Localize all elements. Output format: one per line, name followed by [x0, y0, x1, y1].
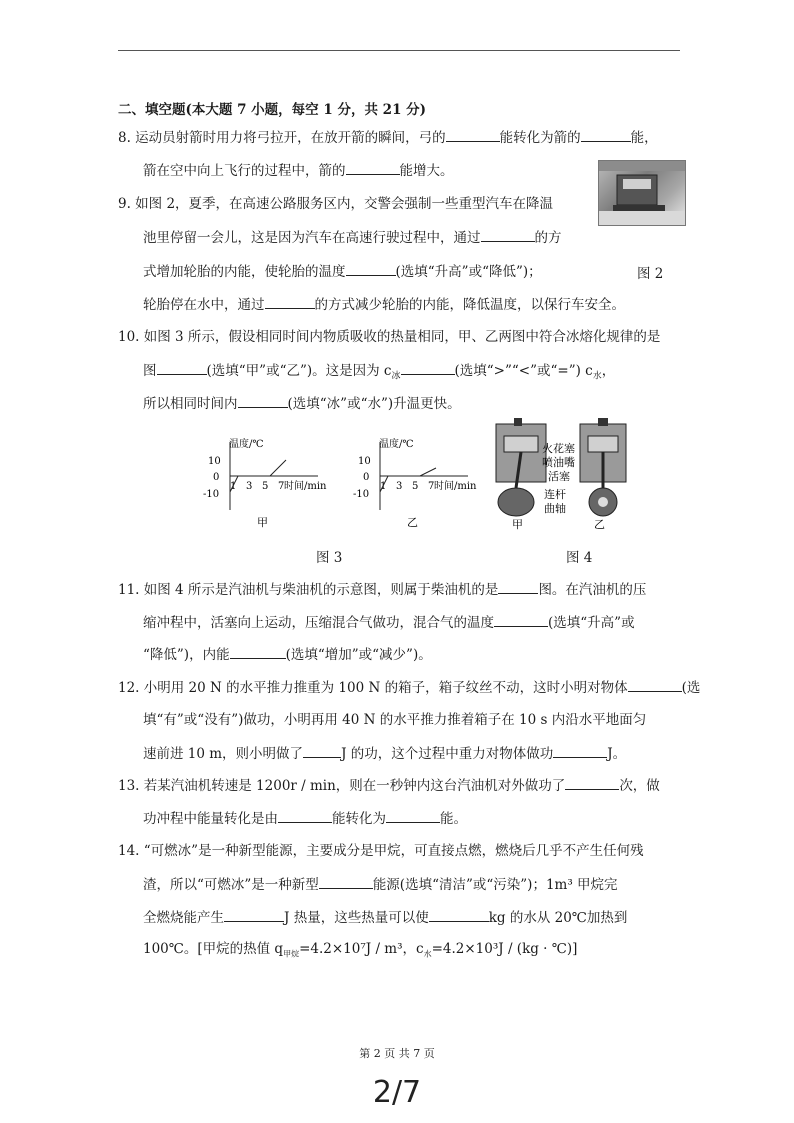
answer-blank[interactable] — [498, 580, 538, 594]
answer-blank[interactable] — [346, 262, 396, 276]
q8-text-c: 能， — [630, 130, 658, 146]
q14-text-g: =4.2×10⁷J / m³，c — [299, 941, 424, 957]
tick-label: 3 — [246, 481, 253, 492]
tick-label: 0 — [213, 472, 220, 483]
answer-blank[interactable] — [319, 875, 373, 889]
q10-text-d: ， — [601, 363, 616, 379]
q9-text-b: 的方 — [534, 230, 562, 246]
q14-text-d: J 热量，这些热量可以使 — [284, 910, 429, 926]
graph-jia — [203, 437, 327, 529]
answer-blank[interactable] — [628, 678, 682, 692]
q12-text-d: J 的功，这个过程中重力对物体做功 — [341, 746, 554, 762]
q10-text-e: 所以相同时间内 — [143, 396, 238, 412]
tick-label: -10 — [353, 489, 370, 500]
answer-blank[interactable] — [265, 295, 315, 309]
answer-blank[interactable] — [446, 128, 500, 142]
question-13-line-1 — [118, 776, 660, 795]
answer-blank[interactable] — [238, 394, 288, 408]
tick-label: 1 — [380, 481, 387, 492]
q11-text-a: 11. 如图 4 所示是汽油机与柴油机的示意图，则属于柴油机的是 — [118, 582, 499, 598]
q14-text-h: =4.2×10³J / (kg · ℃)] — [431, 941, 578, 957]
question-11-line-2 — [143, 613, 635, 632]
x-axis-label: 时间/min — [284, 481, 327, 492]
figure-3-caption: 图 3 — [316, 550, 343, 566]
tick-label: -10 — [203, 489, 220, 500]
answer-blank[interactable] — [553, 744, 607, 758]
question-9-line-3 — [143, 262, 542, 281]
question-10-line-1: 10. 如图 3 所示，假设相同时间内物质吸收的热量相同，甲、乙两图中符合冰熔化规律的是 — [118, 329, 661, 345]
question-14-line-3 — [143, 908, 627, 927]
question-10-line-2 — [143, 361, 615, 386]
q12-text-a: 12. 小明用 20 N 的水平推力推重为 100 N 的箱子，箱子纹丝不动，这时小明对物体 — [118, 680, 628, 696]
q8-text-e: 能增大。 — [399, 163, 454, 179]
label-piston: 活塞 — [548, 470, 570, 483]
answer-blank[interactable] — [157, 361, 207, 375]
q13-text-d: 能转化为 — [332, 811, 386, 827]
tick-label: 7 — [278, 481, 285, 492]
page-footer: 第 2 页 共 7 页 — [359, 1047, 435, 1060]
question-9-line-4 — [143, 295, 625, 314]
q14-subscript-methane: 甲烷 — [283, 949, 300, 959]
page-indicator: 2/7 — [372, 1075, 422, 1110]
answer-blank[interactable] — [401, 361, 455, 375]
q9-text-d: (选填“升高”或“降低”)； — [395, 264, 542, 280]
question-14-line-1: 14. “可燃冰”是一种新型能源，主要成分是甲烷，可直接点燃，燃烧后几乎不产生任何残 — [118, 843, 644, 859]
graph-caption-yi: 乙 — [407, 516, 418, 529]
label-injector: 喷油嘴 — [542, 456, 575, 469]
answer-blank[interactable] — [565, 776, 619, 790]
graph-caption-jia: 甲 — [257, 516, 268, 529]
q11-text-c: 缩冲程中，活塞向上运动，压缩混合气做功，混合气的温度 — [143, 615, 494, 631]
answer-blank[interactable] — [386, 809, 440, 823]
q9-text-c: 式增加轮胎的内能，使轮胎的温度 — [143, 264, 346, 280]
figure-4-caption: 图 4 — [566, 550, 593, 566]
q11-text-e: “降低”)，内能 — [143, 647, 230, 663]
answer-blank[interactable] — [429, 908, 489, 922]
tick-label: 5 — [262, 481, 269, 492]
graph-yi — [353, 437, 477, 529]
question-12-line-3 — [143, 744, 626, 763]
answer-blank[interactable] — [581, 128, 631, 142]
q12-text-c: 速前进 10 m，则小明做了 — [143, 746, 304, 762]
q13-text-c: 功冲程中能量转化是由 — [143, 811, 278, 827]
question-9-line-2 — [143, 228, 562, 247]
q14-text-c: 全燃烧能产生 — [143, 910, 224, 926]
engine-caption-yi: 乙 — [594, 518, 605, 530]
tick-label: 7 — [428, 481, 435, 492]
label-crankshaft: 曲轴 — [544, 502, 566, 515]
question-12-line-2: 填“有”或“没有”)做功，小明再用 40 N 的水平推力推着箱子在 10 s 内沿水平地面匀 — [143, 712, 647, 728]
section-title: 二、填空题(本大题 7 小题，每空 1 分，共 21 分) — [118, 102, 427, 118]
tick-label: 1 — [230, 481, 237, 492]
answer-blank[interactable] — [346, 161, 400, 175]
tick-label: 0 — [363, 472, 370, 483]
question-8-line-1 — [118, 128, 658, 147]
engine-yi — [580, 418, 626, 516]
answer-blank[interactable] — [230, 645, 286, 659]
engine-caption-jia: 甲 — [512, 518, 523, 530]
answer-blank[interactable] — [278, 809, 332, 823]
q9-text-e: 轮胎停在水中，通过 — [143, 297, 265, 313]
question-13-line-2 — [143, 809, 467, 828]
q14-text-f: 100℃。[甲烷的热值 q — [143, 941, 284, 957]
tick-label: 10 — [208, 456, 221, 467]
q13-text-b: 次，做 — [619, 778, 660, 794]
tick-label: 10 — [358, 456, 371, 467]
q9-text-f: 的方式减少轮胎的内能，降低温度，以保行车安全。 — [314, 297, 625, 313]
q12-text-b: (选 — [681, 680, 701, 696]
q11-text-b: 图。在汽油机的压 — [538, 582, 647, 598]
header-rule — [118, 50, 680, 51]
tick-label: 3 — [396, 481, 403, 492]
y-axis-label: 温度/℃ — [379, 439, 414, 450]
q9-text-a: 池里停留一会儿，这是因为汽车在高速行驶过程中，通过 — [143, 230, 481, 246]
question-12-line-1 — [118, 678, 700, 697]
q14-text-b: 能源(选填“清洁”或“污染”)；1m³ 甲烷完 — [372, 877, 618, 893]
figure-3-graphs — [200, 430, 490, 530]
q14-subscript-water: 水 — [423, 949, 432, 959]
question-10-line-3 — [143, 394, 461, 413]
question-14-line-4 — [143, 940, 577, 964]
answer-blank[interactable] — [494, 613, 548, 627]
q10-text-c: (选填“>”“<”或“=”) c — [454, 363, 593, 379]
question-9-line-1: 9. 如图 2，夏季，在高速公路服务区内，交警会强制一些重型汽车在降温 — [118, 196, 554, 212]
q8-text-d: 箭在空中向上飞行的过程中，箭的 — [143, 163, 346, 179]
figure-2-truck-photo — [598, 160, 686, 226]
q10-subscript-water: 水 — [592, 371, 602, 382]
question-11-line-3 — [143, 645, 432, 664]
answer-blank[interactable] — [303, 744, 341, 758]
engine-jia — [496, 418, 546, 516]
y-axis-label: 温度/℃ — [229, 439, 264, 450]
q10-subscript-ice: 冰 — [391, 371, 401, 382]
q8-text-b: 能转化为箭的 — [499, 130, 581, 146]
question-11-line-1 — [118, 580, 646, 599]
q8-text-a: 8. 运动员射箭时用力将弓拉开，在放开箭的瞬间，弓的 — [118, 130, 446, 146]
answer-blank[interactable] — [481, 228, 535, 242]
figure-4-engines — [490, 418, 640, 530]
q14-text-a: 渣，所以“可燃冰”是一种新型 — [143, 877, 319, 893]
x-axis-label: 时间/min — [434, 481, 477, 492]
figure-2-caption: 图 2 — [637, 266, 664, 282]
label-connecting-rod: 连杆 — [544, 488, 566, 501]
q13-text-e: 能。 — [440, 811, 467, 827]
answer-blank[interactable] — [224, 908, 284, 922]
question-8-line-2 — [143, 161, 454, 180]
truck-illustration — [599, 161, 685, 225]
label-spark-plug: 火花塞 — [542, 442, 575, 455]
q11-text-d: (选填“升高”或 — [548, 615, 635, 631]
q11-text-f: (选填“增加”或“减少”)。 — [285, 647, 432, 663]
tick-label: 5 — [412, 481, 419, 492]
q10-text-a: 图 — [143, 363, 157, 379]
q13-text-a: 13. 若某汽油机转速是 1200r / min，则在一秒钟内这台汽油机对外做功了 — [118, 778, 566, 794]
q10-text-f: (选填“冰”或“水”)升温更快。 — [287, 396, 461, 412]
q12-text-e: J。 — [607, 746, 627, 762]
q10-text-b: (选填“甲”或“乙”)。这是因为 c — [206, 363, 392, 379]
q14-text-e: kg 的水从 20℃加热到 — [488, 910, 628, 926]
question-14-line-2 — [143, 875, 618, 894]
